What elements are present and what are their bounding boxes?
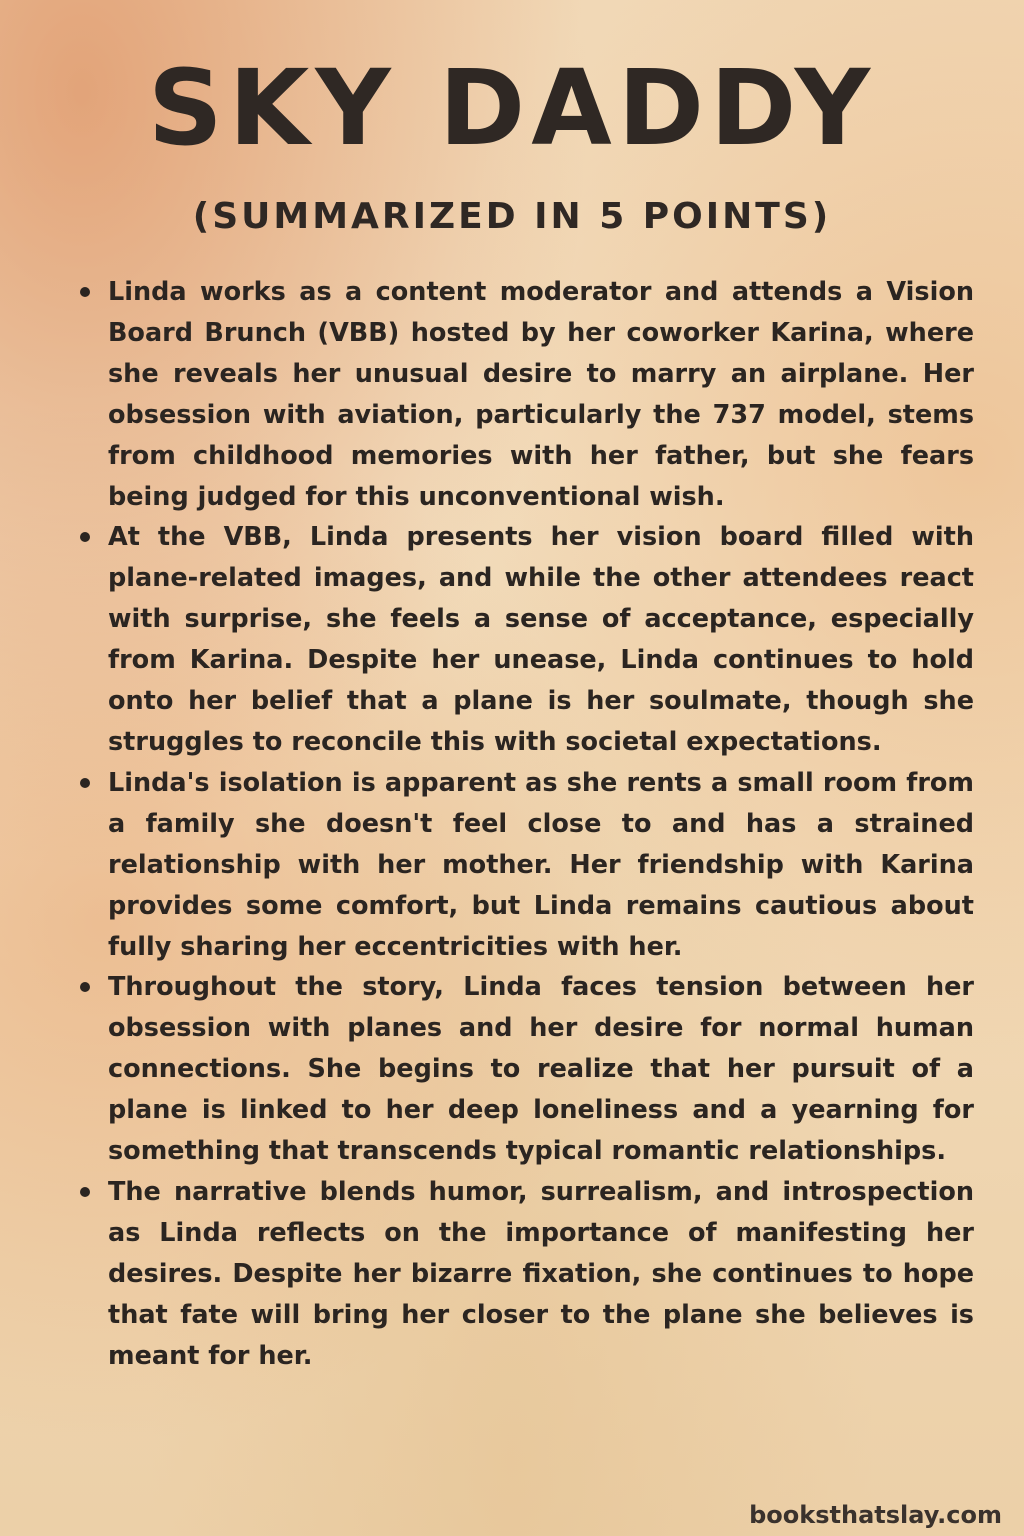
summary-point-text: At the VBB, Linda presents her vision board filled with plane-related images, and while the other attendees react with surprise, she feels a sense of acceptance, especially from Karina. Despite her unease, Linda continues to hold onto her belief that a plane is her soulmate, though she struggles to reconcile this with societal expectations. [108,522,974,757]
bullet-icon [80,532,90,542]
summary-point-text: Throughout the story, Linda faces tension between her obsession with planes and her desire for normal human connections. She begins to realize that her pursuit of a plane is linked to her deep loneliness and a yearning for something that transcends typical romantic relationships. [108,972,974,1167]
bullet-icon [80,287,90,297]
summary-point-text: Linda works as a content moderator and attends a Vision Board Brunch (VBB) hosted by her coworker Karina, where she reveals her unusual desire to marry an airplane. Her obsession with aviation, particularly the 737 model, stems from childhood memories with her father, but she fears being judged for this unconventional wish. [108,277,974,512]
page-title: SKY DADDY [147,47,877,169]
summary-point-1 [78,272,974,517]
summary-points-list [78,272,974,1376]
summary-point-5 [78,1172,974,1377]
summary-point-text: Linda's isolation is apparent as she rents a small room from a family she doesn't feel close to and has a strained relationship with her mother. Her friendship with Karina provides some comfort, but Linda remains cautious about fully sharing her eccentricities with her. [108,767,974,962]
bullet-icon [80,1187,90,1197]
bullet-icon [80,778,90,788]
bullet-icon [80,982,90,992]
website-credit: booksthatslay.com [749,1501,1002,1529]
summary-point-2 [78,517,974,762]
summary-point-3 [78,763,974,968]
page-subtitle: (SUMMARIZED IN 5 POINTS) [192,196,832,237]
summary-point-text: The narrative blends humor, surrealism, and introspection as Linda reflects on the importance of manifesting her desires. Despite her bizarre fixation, she continues to hope that fate will bring her closer to the plane she believes is meant for her. [108,1176,974,1371]
summary-point-4 [78,967,974,1172]
